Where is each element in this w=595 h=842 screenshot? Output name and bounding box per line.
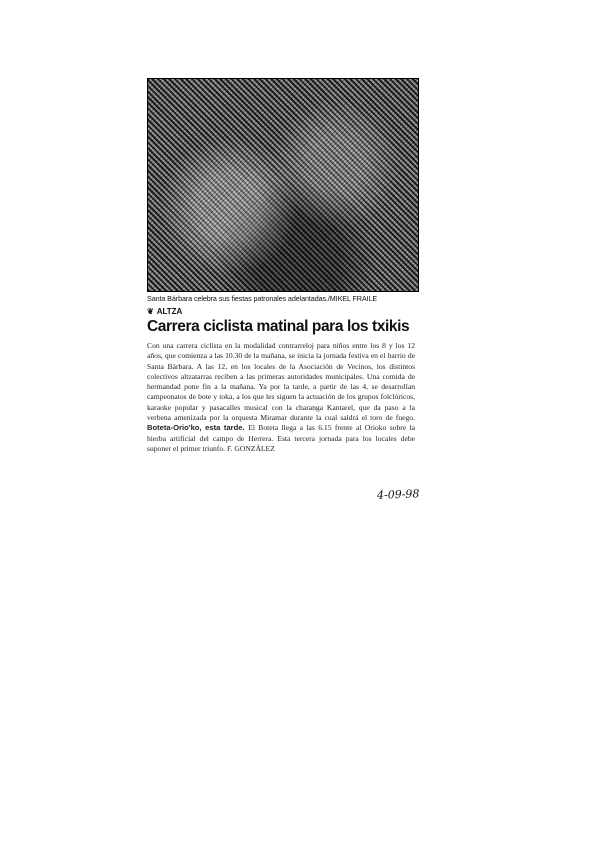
article-lead-in: Boteta-Orio'ko, esta tarde. <box>147 423 249 433</box>
article-headline: Carrera ciclista matinal para los txikis <box>147 318 410 335</box>
article-byline: F. GONZÁLEZ <box>226 443 275 453</box>
article-body <box>147 341 415 454</box>
newspaper-clipping <box>143 74 423 514</box>
section-mark-icon: ❦ <box>147 307 154 316</box>
clipping-footer <box>163 485 419 501</box>
section-tag <box>147 307 182 316</box>
section-label: ALTZA <box>156 307 183 316</box>
halftone-texture <box>148 79 418 291</box>
photo-caption: Santa Bárbara celebra sus fiestas patronales adelantadas./MIKEL FRAILE <box>147 294 378 303</box>
news-photo <box>147 78 419 292</box>
article-paragraph-tail: El Boteta llega a las 6.15 frente al Orioko sobre la hierba artificial del campo de Herrera. Esta tercera jornada para los locales debe suponer el primer triunfo. <box>147 423 415 453</box>
handwritten-date: 4-09-98 <box>376 487 420 502</box>
article-paragraph: Con una carrera ciclista en la modalidad contrarreloj para niños entre los 8 y los 12 años, que comienza a las 10.30 de la mañana, se inicia la jornada festiva en el barrio de Santa Bárbara. A las 12, en los locales de la Asociación de Vecinos, los distintos colectivos altzatarras reciben a las primeras autoridades municipales. Una comida de hermandad pone fin a la mañana. Ya por la tarde, a partir de las 4, se desarrollan campeonatos de bote y toka, a los que les siguen la actuación de los grupos folclóricos, karaoke popular y pasacalles musical con la charanga Kantarel, que da paso a la verbena amenizada por la orquesta Miramar durante la cual saldrá el toro de fuego. <box>147 341 415 423</box>
